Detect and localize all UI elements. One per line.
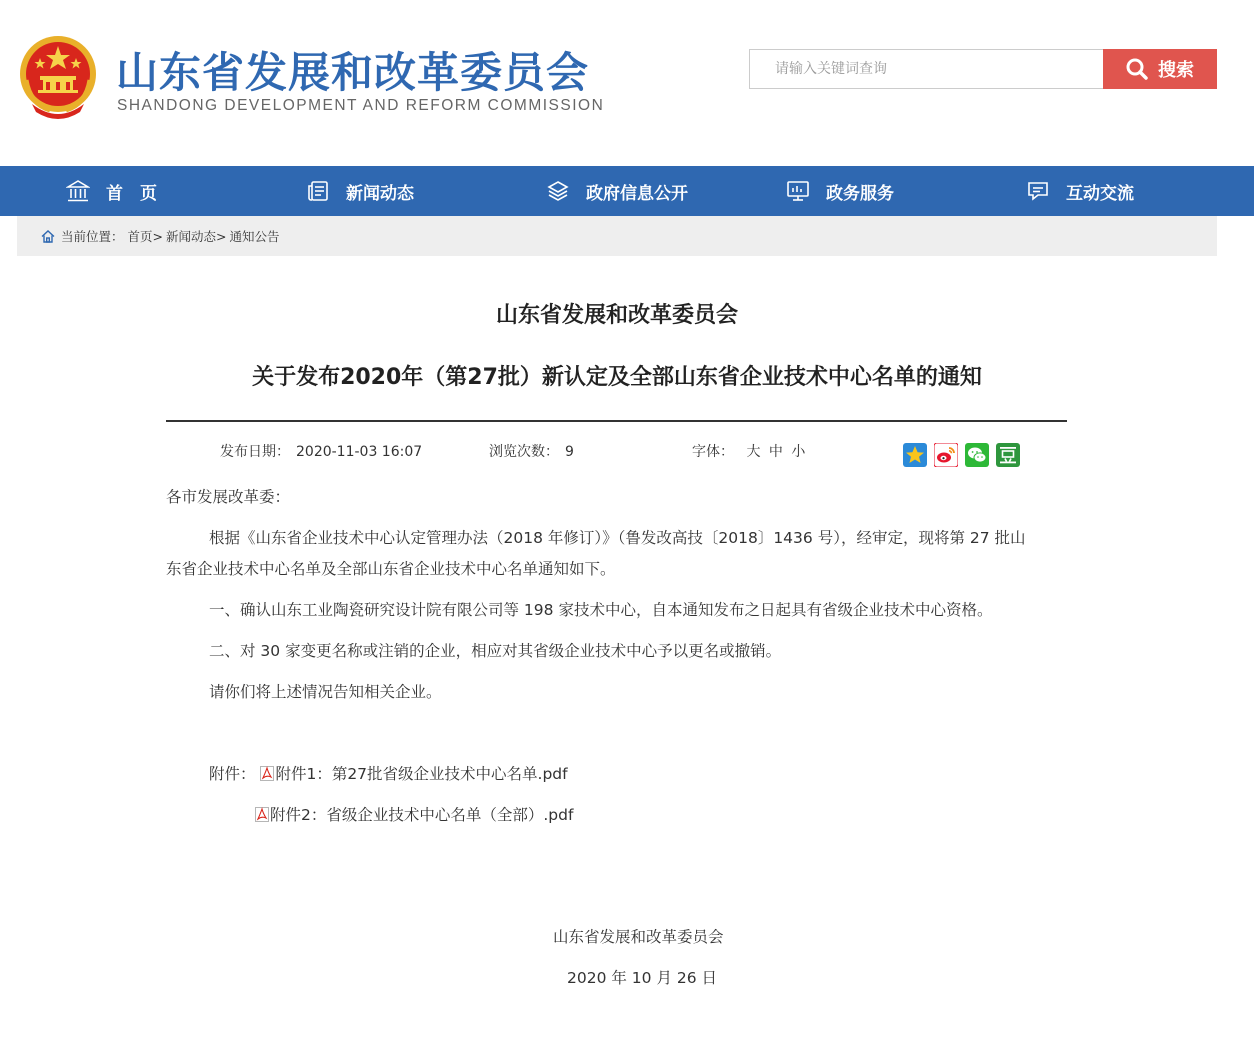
view-count [489,441,574,461]
attachment-row-2 [255,800,573,831]
national-emblem-icon [16,32,100,120]
nav-item-services[interactable] [786,166,894,216]
nav-item-label: 新闻动态 [346,183,414,204]
nav-item-label: 互动交流 [1066,183,1134,204]
search-button-label: 搜索 [1158,60,1194,81]
share-douban-icon[interactable] [996,443,1020,467]
font-size-large[interactable]: 大 [746,444,761,460]
nav-item-home[interactable] [66,166,157,216]
search-input[interactable] [749,49,1104,89]
breadcrumb [17,216,1217,256]
font-size-small[interactable]: 小 [791,444,806,460]
site-header [0,0,1254,166]
breadcrumb-link-home[interactable]: 首页> [127,229,163,244]
body-paragraph-1: 根据《山东省企业技术中心认定管理办法（2018 年修订）》（鲁发改高技〔2018〕1436 号），经审定，现将第 27 批山 [209,529,1026,547]
attachment-link-2-label: 附件2：省级企业技术中心名单（全部）.pdf [270,806,574,824]
nav-item-gov-info[interactable] [546,166,688,216]
attachments-label: 附件： [209,765,256,783]
home-icon [41,230,55,243]
signature-org: 山东省发展和改革委员会 [553,928,724,946]
pdf-icon [255,807,269,822]
body-paragraph-1-cont: 东省企业技术中心名单及全部山东省企业技术中心名单通知如下。 [166,560,616,578]
attachments [209,759,568,790]
article-title-org: 山东省发展和改革委员会 [495,303,738,328]
title-divider [166,420,1067,422]
attachment-link-2[interactable] [255,806,573,824]
site-title: 山东省发展和改革委员会 [116,48,590,97]
salutation: 各市发展改革委： [166,488,291,506]
font-size-medium[interactable]: 中 [768,444,783,460]
attachment-link-1[interactable] [260,765,567,783]
main-nav [0,166,1254,216]
nav-item-news[interactable] [306,166,414,216]
share-wechat-icon[interactable] [965,443,989,467]
view-count-value: 9 [565,444,574,460]
publish-date [220,441,422,461]
nav-item-label: 首 页 [106,183,157,204]
layers-icon [546,179,570,203]
article-title: 关于发布2020年（第27批）新认定及全部山东省企业技术中心名单的通知 [252,365,982,390]
building-icon [66,179,90,203]
attachment-link-1-label: 附件1：第27批省级企业技术中心名单.pdf [275,765,568,783]
nav-item-interaction[interactable] [1026,166,1134,216]
view-count-label: 浏览次数： [489,444,559,460]
publish-date-label: 发布日期： [220,444,290,460]
search-icon [1126,58,1148,80]
signature-date: 2020 年 10 月 26 日 [567,969,718,987]
share-qzone-icon[interactable] [903,443,927,467]
publish-date-value: 2020-11-03 16:07 [296,444,423,460]
body-paragraph-2: 一、确认山东工业陶瓷研究设计院有限公司等 198 家技术中心，自本通知发布之日起具有省级企业技术中心资格。 [209,601,993,619]
nav-item-label: 政府信息公开 [586,183,688,204]
breadcrumb-link-news[interactable]: 新闻动态> [166,229,227,244]
share-bar [903,443,1020,467]
site-subtitle: SHANDONG DEVELOPMENT AND REFORM COMMISSION [117,97,605,114]
breadcrumb-link-notices[interactable]: 通知公告 [229,229,280,244]
font-size-control [692,441,805,461]
font-size-label: 字体： [692,444,734,460]
body-paragraph-3: 二、对 30 家变更名称或注销的企业，相应对其省级企业技术中心予以更名或撤销。 [209,642,782,660]
body-paragraph-4: 请你们将上述情况告知相关企业。 [209,683,442,701]
breadcrumb-prefix: 当前位置： [61,229,124,244]
nav-item-label: 政务服务 [826,183,894,204]
search-button[interactable] [1103,49,1217,89]
chat-icon [1026,179,1050,203]
news-icon [306,179,330,203]
pdf-icon [260,766,274,781]
monitor-icon [786,179,810,203]
share-weibo-icon[interactable] [934,443,958,467]
